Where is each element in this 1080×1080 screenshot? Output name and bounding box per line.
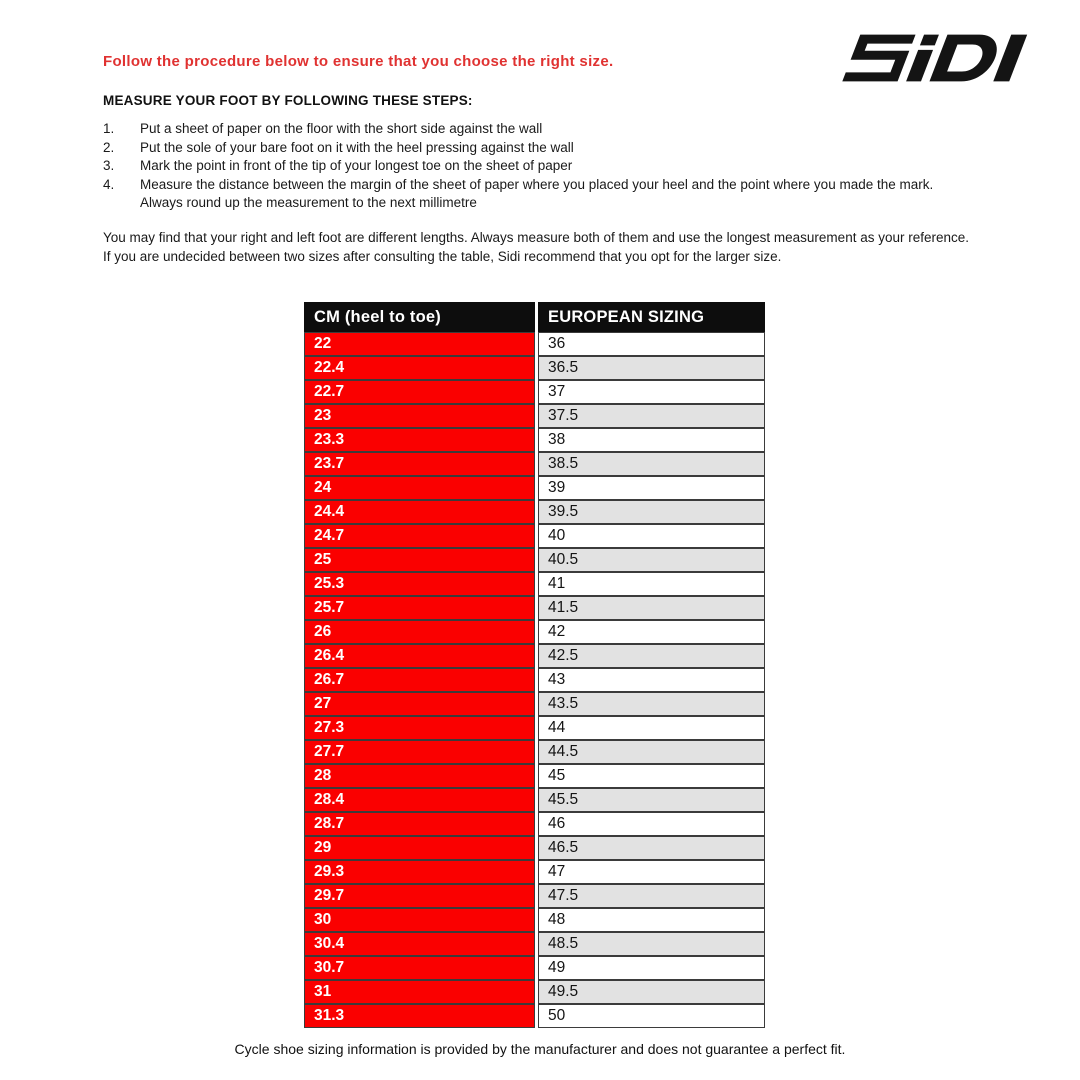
table-row — [304, 956, 765, 980]
cm-value-cell: 23.3 — [304, 428, 535, 452]
cm-value-cell: 25.7 — [304, 596, 535, 620]
table-row — [304, 932, 765, 956]
cm-value-cell: 26.7 — [304, 668, 535, 692]
eu-size-cell: 41.5 — [538, 596, 765, 620]
eu-size-cell: 47.5 — [538, 884, 765, 908]
eu-size-cell: 41 — [538, 572, 765, 596]
step-item — [103, 157, 965, 176]
cm-value-cell: 28.7 — [304, 812, 535, 836]
step-item — [103, 139, 965, 158]
eu-size-cell: 46.5 — [538, 836, 765, 860]
steps-list — [103, 120, 965, 213]
table-row — [304, 908, 765, 932]
table-row — [304, 548, 765, 572]
eu-size-cell: 37.5 — [538, 404, 765, 428]
table-row — [304, 572, 765, 596]
eu-size-cell: 36 — [538, 332, 765, 356]
eu-size-cell: 39.5 — [538, 500, 765, 524]
eu-size-cell: 48 — [538, 908, 765, 932]
logo-letter-i2 — [993, 35, 1027, 82]
cm-value-cell: 24 — [304, 476, 535, 500]
cm-value-cell: 29 — [304, 836, 535, 860]
logo-letter-s — [842, 35, 915, 82]
note-paragraph: You may find that your right and left foot are different lengths. Always measure both of them and use the longest measurement as your reference. — [103, 230, 970, 245]
table-row — [304, 740, 765, 764]
eu-size-cell: 42 — [538, 620, 765, 644]
eu-size-cell: 39 — [538, 476, 765, 500]
eu-size-cell: 44 — [538, 716, 765, 740]
table-row — [304, 332, 765, 356]
cm-value-cell: 30.4 — [304, 932, 535, 956]
cm-value-cell: 25 — [304, 548, 535, 572]
cm-value-cell: 27.7 — [304, 740, 535, 764]
table-row — [304, 812, 765, 836]
eu-size-cell: 45.5 — [538, 788, 765, 812]
eu-size-cell: 42.5 — [538, 644, 765, 668]
eu-size-cell: 50 — [538, 1004, 765, 1028]
cm-value-cell: 27.3 — [304, 716, 535, 740]
table-row — [304, 428, 765, 452]
table-row — [304, 356, 765, 380]
table-row — [304, 764, 765, 788]
step-text: Put a sheet of paper on the floor with the short side against the wall — [140, 121, 543, 136]
table-row — [304, 716, 765, 740]
cm-value-cell: 22.7 — [304, 380, 535, 404]
table-row — [304, 476, 765, 500]
table-row — [304, 836, 765, 860]
table-row — [304, 1004, 765, 1028]
cm-value-cell: 30.7 — [304, 956, 535, 980]
table-row — [304, 884, 765, 908]
cm-value-cell: 23.7 — [304, 452, 535, 476]
cm-value-cell: 28.4 — [304, 788, 535, 812]
eu-size-cell: 44.5 — [538, 740, 765, 764]
table-row — [304, 380, 765, 404]
eu-size-cell: 46 — [538, 812, 765, 836]
table-row — [304, 980, 765, 1004]
column-header-cm: CM (heel to toe) — [304, 302, 535, 332]
logo-letter-d — [929, 35, 1004, 82]
cm-value-cell: 22.4 — [304, 356, 535, 380]
footer-disclaimer: Cycle shoe sizing information is provided by the manufacturer and does not guarantee a perfect fit. — [234, 1041, 846, 1057]
column-header-eu: EUROPEAN SIZING — [538, 302, 765, 332]
table-row — [304, 692, 765, 716]
table-row — [304, 644, 765, 668]
cm-value-cell: 26 — [304, 620, 535, 644]
step-number: 4. — [103, 176, 115, 192]
eu-size-cell: 40.5 — [538, 548, 765, 572]
cm-value-cell: 31.3 — [304, 1004, 535, 1028]
eu-size-cell: 45 — [538, 764, 765, 788]
cm-value-cell: 29.7 — [304, 884, 535, 908]
size-table-body — [304, 332, 765, 1028]
cm-value-cell: 31 — [304, 980, 535, 1004]
table-row — [304, 524, 765, 548]
step-item — [103, 176, 965, 213]
table-row — [304, 620, 765, 644]
eu-size-cell: 49.5 — [538, 980, 765, 1004]
cm-value-cell: 27 — [304, 692, 535, 716]
notes — [103, 229, 985, 266]
eu-size-cell: 37 — [538, 380, 765, 404]
step-number: 3. — [103, 158, 115, 173]
logo-letter-i-dot — [920, 35, 939, 46]
table-row — [304, 668, 765, 692]
table-row — [304, 404, 765, 428]
step-text: Put the sole of your bare foot on it with the heel pressing against the wall — [140, 139, 574, 155]
size-table — [301, 302, 768, 1028]
cm-value-cell: 22 — [304, 332, 535, 356]
header-row — [304, 302, 765, 332]
eu-size-cell: 40 — [538, 524, 765, 548]
step-item — [103, 120, 965, 139]
logo-letter-i-stem — [906, 50, 933, 82]
eu-size-cell: 48.5 — [538, 932, 765, 956]
table-row — [304, 452, 765, 476]
measure-steps-title: MEASURE YOUR FOOT BY FOLLOWING THESE STEPS: — [103, 93, 473, 108]
table-row — [304, 500, 765, 524]
procedure-heading: Follow the procedure below to ensure that you choose the right size. — [103, 53, 614, 70]
eu-size-cell: 38 — [538, 428, 765, 452]
step-number: 1. — [103, 121, 115, 136]
cm-value-cell: 25.3 — [304, 572, 535, 596]
eu-size-cell: 38.5 — [538, 452, 765, 476]
cm-value-cell: 29.3 — [304, 860, 535, 884]
step-number: 2. — [103, 139, 115, 155]
cm-value-cell: 24.7 — [304, 524, 535, 548]
cm-value-cell: 26.4 — [304, 644, 535, 668]
table-row — [304, 788, 765, 812]
table-row — [304, 596, 765, 620]
eu-size-cell: 36.5 — [538, 356, 765, 380]
table-row — [304, 860, 765, 884]
cm-value-cell: 28 — [304, 764, 535, 788]
eu-size-cell: 47 — [538, 860, 765, 884]
cm-value-cell: 23 — [304, 404, 535, 428]
cm-value-cell: 30 — [304, 908, 535, 932]
cm-value-cell: 24.4 — [304, 500, 535, 524]
eu-size-cell: 43.5 — [538, 692, 765, 716]
size-table-head — [304, 302, 765, 332]
eu-size-cell: 43 — [538, 668, 765, 692]
eu-size-cell: 49 — [538, 956, 765, 980]
sidi-logo — [834, 31, 1036, 85]
step-text: Mark the point in front of the tip of your longest toe on the sheet of paper — [140, 158, 573, 173]
step-text: Measure the distance between the margin of the sheet of paper where you placed your heel and the point where you made the mark. Always round up the measurement to the next millimetre — [140, 176, 934, 210]
note-paragraph: If you are undecided between two sizes after consulting the table, Sidi recommend that you opt for the larger size. — [103, 248, 782, 264]
